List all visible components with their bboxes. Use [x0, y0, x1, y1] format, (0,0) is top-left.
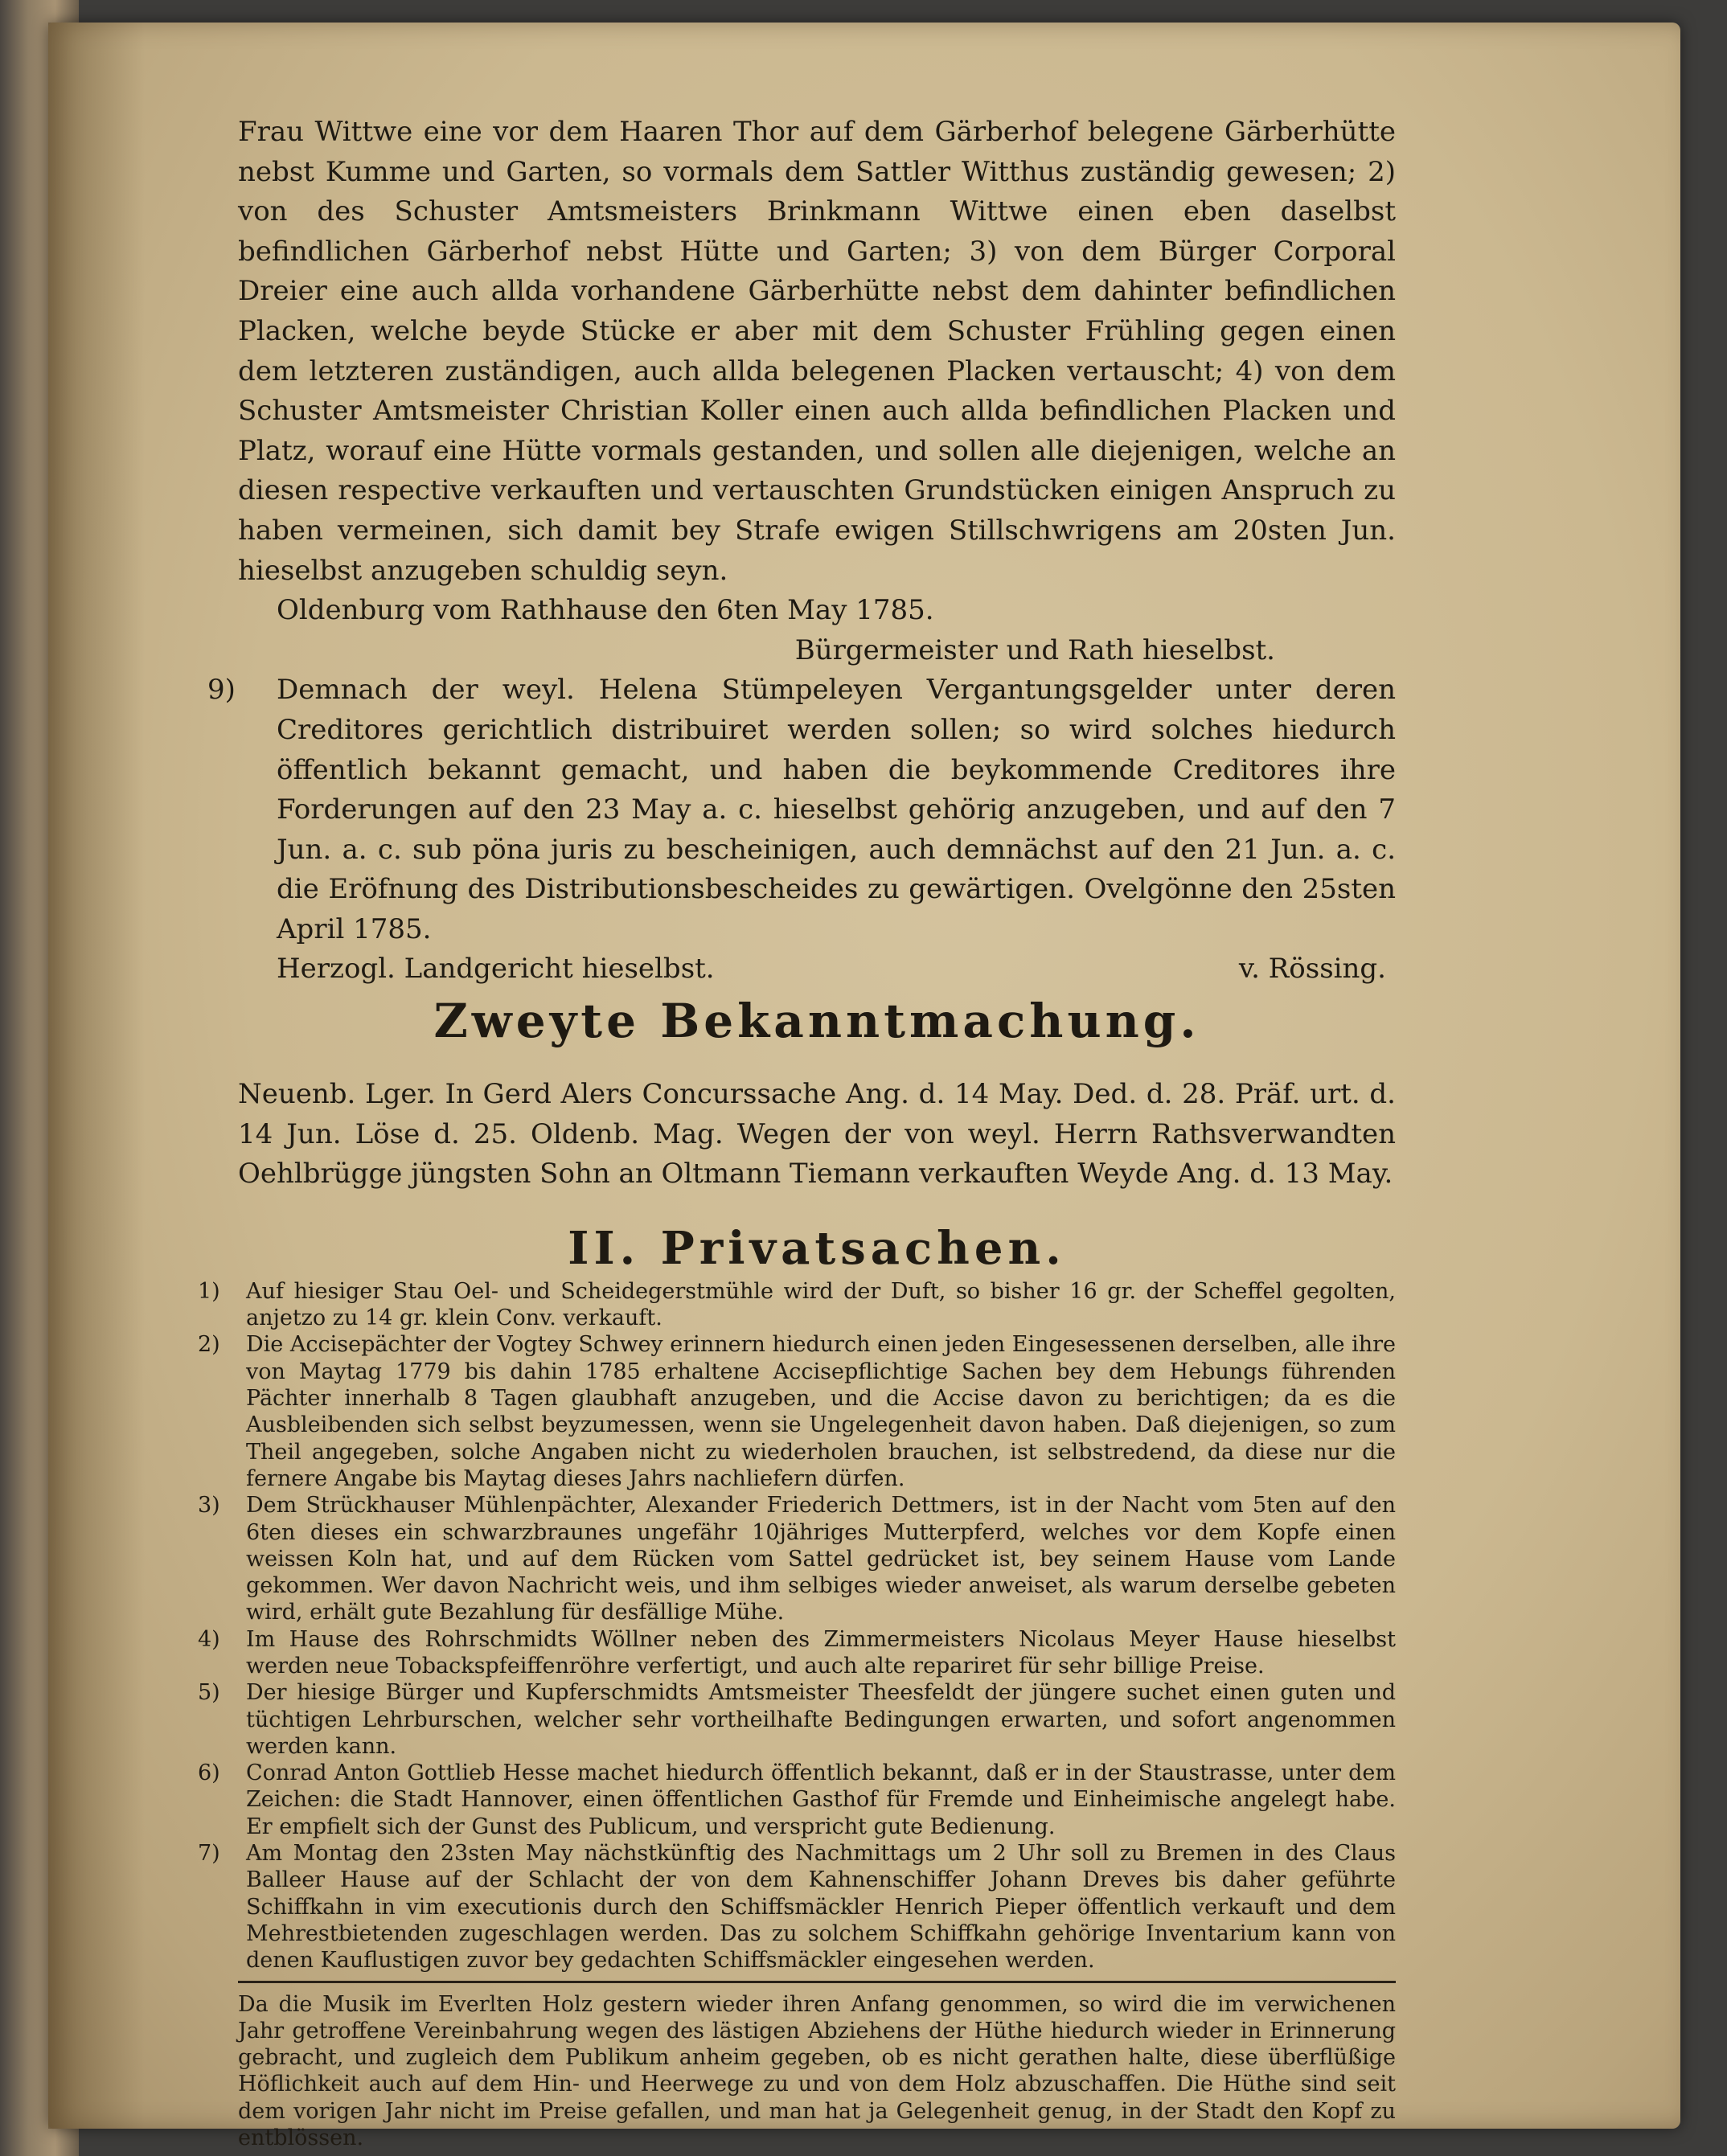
item-number: 5) — [198, 1680, 220, 1706]
item-text: Am Montag den 23sten May nächstkünftig des Nachmittags um 2 Uhr soll zu Bremen in des Claus Balleer Hause auf der Schlacht der von dem Kahnenschiffer Johann Dreves bis daher geführte Schiffkahn in vim executionis durch den Schiffsmäckler Henrich Pieper öffentlich verkauft und dem Mehrestbietenden zugeschlagen werden. Das zu solchem Schiffkahn gehörige Inventarium kann von denen Kauflustigen zuvor bey gedachten Schiffsmäckler eingesehen werden. — [246, 1841, 1396, 1974]
item-text: Demnach der weyl. Helena Stümpeleyen Vergantungsgelder unter deren Creditores gerichtlich distribuiret werden sollen; so wird solches hiedurch öffentlich bekannt gemacht, und haben die beykommende Creditores ihre Forderungen auf den 23 May a. c. hieselbst gehörig anzugeben, und auf den 7 Jun. a. c. sub pöna juris zu bescheinigen, auch demnächst auf den 21 Jun. a. c. die Eröfnung des Distributionsbescheides zu gewärtigen. Ovelgönne den 25sten April 1785. — [277, 674, 1396, 945]
item-number: 7) — [198, 1841, 220, 1867]
item-number: 1) — [198, 1278, 220, 1304]
list-item — [198, 1278, 1396, 1332]
item-number: 2) — [198, 1332, 220, 1358]
list-item — [198, 1760, 1396, 1840]
item-number: 9) — [207, 674, 236, 707]
item-number: 6) — [198, 1760, 220, 1786]
dateline: Oldenburg vom Rathhause den 6ten May 1785. — [277, 594, 934, 627]
item-number: 3) — [198, 1493, 220, 1519]
divider-rule — [238, 1981, 1396, 1983]
item-number: 4) — [198, 1626, 220, 1652]
court-signature-row — [238, 949, 1396, 990]
item-text: Die Accisepächter der Vogtey Schwey erinnern hiedurch einen jeden Eingesessenen derselben, alle ihre von Maytag 1779 bis dahin 1785 erhaltene Accisepflichtige Sachen bey dem Hebungs führenden Pächter innerhalb 8 Tagen glaubhaft anzugeben, und die Accise davon zu berichtigen; da es die Ausbleibenden sich selbst beyzumessen, wenn sie Ungelegenheit davon haben. Daß diejenigen, so zum Theil angegeben, solche Angaben nicht zu wiederholen brauchen, ist selbstredend, da diese nur die fernere Angabe bis Maytag dieses Jahrs nachliefern dürfen. — [246, 1332, 1396, 1491]
item-text: Conrad Anton Gottlieb Hesse machet hiedurch öffentlich bekannt, daß er in der Staustrasse, unter dem Zeichen: die Stadt Hannover, einen öffentlichen Gasthof für Fremde und Einheimische angelegt habe. Er empfielt sich der Gunst des Publicum, und verspricht gute Bedienung. — [246, 1760, 1396, 1839]
item-text: Der hiesige Bürger und Kupferschmidts Amtsmeister Theesfeldt der jüngere suchet einen guten und tüchtigen Lehrburschen, welcher sehr vortheilhafte Bedingungen erwarten, und sofort angenommen werden kann. — [246, 1680, 1396, 1759]
signer-name: v. Rössing. — [1238, 953, 1386, 986]
item-text: Dem Strückhauser Mühlenpächter, Alexander Friederich Dettmers, ist in der Nacht vom 5ten auf den 6ten dieses ein schwarzbraunes ungefähr 10jähriges Mutterpferd, welches vor dem Kopfe einen weissen Koln hat, und auf dem Rücken vom Sattel gedrücket ist, bey seinem Hause vom Lande gekommen. Wer davon Nachricht weis, und ihm selbiges wieder anweiset, als warum derselbe gebeten wird, erhält gute Bezahlung für desfällige Mühe. — [246, 1493, 1396, 1625]
section-title-second-notice: Zweyte Bekanntmachung. — [433, 994, 1200, 1049]
page-content — [198, 113, 1396, 2151]
list-item — [198, 1492, 1396, 1625]
item-text: Auf hiesiger Stau Oel- und Scheidegerstmühle wird der Duft, so bisher 16 gr. der Scheffel gegolten, anjetzo zu 14 gr. klein Conv. verkauft. — [246, 1278, 1396, 1331]
second-notice-text: Neuenb. Lger. In Gerd Alers Concurssache Ang. d. 14 May. Ded. d. 28. Präf. urt. d. 14 Jun. Löse d. 25. Oldenb. Mag. Wegen der von weyl. Herrn Rathsverwandten Oehlbrügge jüngsten Sohn an Oltmann Tiemann verkauften Weyde Ang. d. 13 May. — [238, 1078, 1396, 1191]
signature: Bürgermeister und Rath hieselbst. — [794, 633, 1275, 666]
item-text: Im Hause des Rohrschmidts Wöllner neben des Zimmermeisters Nicolaus Meyer Hause hieselbst werden neue Tobackspfeiffenröhre verfertigt, und auch alte repariret für sehr billige Preise. — [246, 1626, 1396, 1678]
list-item — [198, 1331, 1396, 1492]
private-items-list — [198, 1278, 1396, 1974]
notice-item-9 — [207, 670, 1396, 949]
list-item — [198, 1679, 1396, 1760]
closing-notice: Da die Musik im Everlten Holz gestern wieder ihren Anfang genommen, so wird die im verwichenen Jahr getroffene Vereinbahrung wegen des lästigen Abziehens der Hüthe hiedurch wieder in Erinnerung gebracht, und zugleich dem Publikum anheim gegeben, ob es nicht gerathen halte, diese überflüßige Höflichkeit auch auf dem Hin- und Heerwege zu und von dem Holz abzuschaffen. Die Hüthe sind seit dem vorigen Jahr nicht im Preise gefallen, und man hat ja Gelegenheit genug, in der Stadt den Kopf zu entblössen. — [238, 1991, 1396, 2151]
section-title-private: II. Privatsachen. — [568, 1221, 1066, 1275]
notice-continuation: Frau Wittwe eine vor dem Haaren Thor auf dem Gärberhof belegene Gärberhütte nebst Kumme und Garten, so vormals dem Sattler Witthus zuständig gewesen; 2) von des Schuster Amtsmeisters Brinkmann Wittwe einen eben daselbst befindlichen Gärberhof nebst Hütte und Garten; 3) von dem Bürger Corporal Dreier eine auch allda vorhandene Gärberhütte nebst dem dahinter befindlichen Placken, welche beyde Stücke er aber mit dem Schuster Frühling gegen einen dem letzteren zuständigen, auch allda belegenen Placken vertauscht; 4) von dem Schuster Amtsmeister Christian Koller einen auch allda befindlichen Placken und Platz, worauf eine Hütte vormals gestanden, und sollen alle diejenigen, welche an diesen respective verkauften und vertauschten Grundstücken einigen Anspruch zu haben vermeinen, sich damit bey Strafe ewigen Stillschwrigens am 20sten Jun. hieselbst anzugeben schuldig seyn. — [238, 116, 1396, 587]
list-item — [198, 1626, 1396, 1680]
court-name: Herzogl. Landgericht hieselbst. — [277, 953, 715, 986]
list-item — [198, 1840, 1396, 1974]
